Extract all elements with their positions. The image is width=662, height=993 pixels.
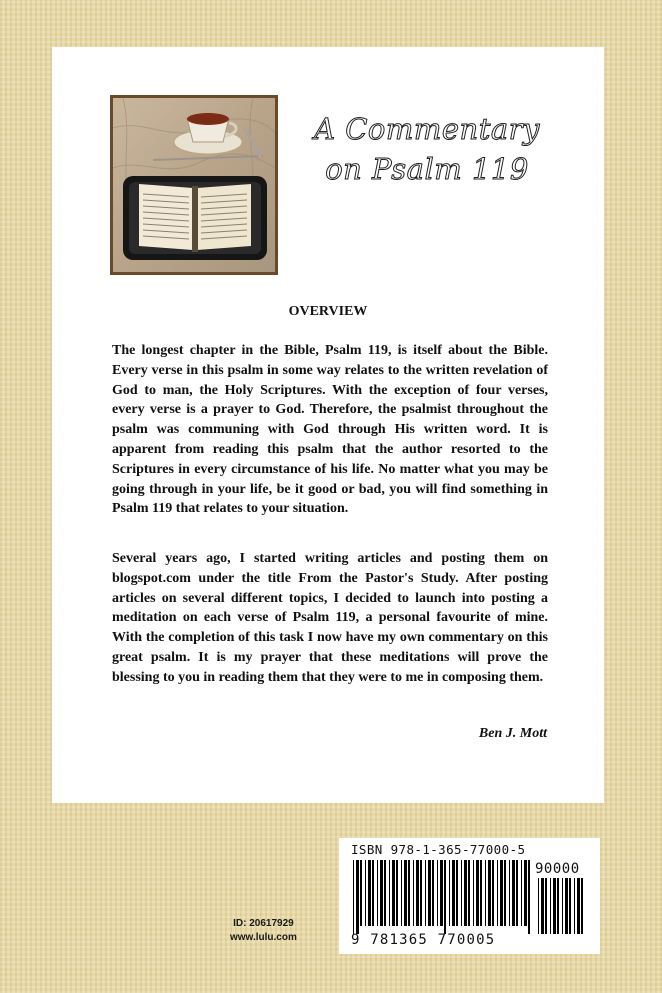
addon-barcode-bars xyxy=(538,878,588,934)
barcode-bar xyxy=(416,860,419,926)
barcode-bar xyxy=(524,860,527,926)
barcode-bar xyxy=(557,878,559,934)
overview-paragraph-2: Several years ago, I started writing articles and posting them on blogspot.com under the title From the Pastor's Study. After posting articles on several different topics, I decided to launch into posting a meditation on each verse of Psalm 119, a personal favourite of mine. With the completion of this task I now have my own commentary on this great psalm. It is my prayer that these meditations will prove the blessing to you in reading them that they were to me in composing them. xyxy=(112,551,548,685)
barcode-bar xyxy=(541,878,544,934)
barcode-bar xyxy=(574,878,575,934)
barcode-bar xyxy=(365,860,366,926)
barcode-bar xyxy=(528,860,530,934)
overview-heading: OVERVIEW xyxy=(288,304,368,319)
barcode-bar xyxy=(581,878,583,934)
book-title xyxy=(302,109,552,189)
barcode-bar xyxy=(512,860,515,926)
barcode-bar xyxy=(401,860,402,926)
author-signature: Ben J. Mott xyxy=(478,726,547,741)
barcode-bar xyxy=(577,878,580,934)
barcode-bar xyxy=(368,860,371,926)
title-line-1: A Commentary xyxy=(314,112,540,146)
ean-digits: 9 781365 770005 xyxy=(351,932,496,948)
barcode-bar xyxy=(356,860,359,934)
barcode-bar xyxy=(488,860,491,926)
barcode-bar xyxy=(384,860,386,926)
barcode-bar xyxy=(504,860,506,926)
barcode-bar xyxy=(413,860,414,926)
publisher-id: ID: 20617929 xyxy=(233,918,294,929)
barcode-bar xyxy=(480,860,482,926)
barcode-bar xyxy=(456,860,458,926)
barcode-bar xyxy=(440,860,443,926)
ean-barcode-bars xyxy=(353,860,533,934)
barcode-bar xyxy=(550,878,551,934)
barcode-bar xyxy=(553,878,556,934)
barcode-bar xyxy=(509,860,510,926)
publisher-website: www.lulu.com xyxy=(230,932,297,943)
barcode-bar xyxy=(464,860,467,926)
barcode-bar xyxy=(452,860,455,926)
barcode-bar xyxy=(377,860,378,926)
barcode-bar xyxy=(569,878,571,934)
barcode-bar xyxy=(432,860,434,926)
barcode-bar xyxy=(392,860,395,926)
barcode-bar xyxy=(353,860,354,934)
barcode-bar xyxy=(389,860,390,926)
barcode-bar xyxy=(500,860,503,926)
barcode-bar xyxy=(473,860,474,926)
barcode-bar xyxy=(521,860,522,926)
barcode-bar xyxy=(360,860,362,926)
barcode-bar xyxy=(538,878,539,934)
barcode-bar xyxy=(444,860,446,934)
barcode-bar xyxy=(425,860,426,926)
cover-panel xyxy=(52,47,604,803)
barcode-bar xyxy=(461,860,462,926)
publisher-info xyxy=(230,917,297,945)
barcode-bar xyxy=(380,860,383,926)
price-code: 90000 xyxy=(535,861,580,877)
barcode-bar xyxy=(545,878,547,934)
barcode-bar xyxy=(437,860,438,926)
isbn-barcode xyxy=(339,838,600,954)
isbn-text: ISBN 978-1-365-77000-5 xyxy=(351,842,526,857)
barcode-bar xyxy=(565,878,568,934)
barcode-bar xyxy=(562,878,563,934)
overview-paragraph-1: The longest chapter in the Bible, Psalm 119, is itself about the Bible. Every verse in this psalm in some way relates to the written revelation of God to man, the Holy Scriptures. With the exception of four verses, every verse is a prayer to God. Therefore, the psalmist throughout the psalm was communing with God through His written word. It is apparent from reading this psalm that the author resorted to the Scriptures in every circumstance of his life. No matter what you may be going through in your life, be it good or bad, you will find something in Psalm 119 that relates to your situation. xyxy=(112,343,548,517)
title-line-2: on Psalm 119 xyxy=(325,152,529,186)
barcode-bar xyxy=(404,860,407,926)
barcode-bar xyxy=(476,860,479,926)
barcode-bar xyxy=(492,860,494,926)
barcode-bar xyxy=(468,860,470,926)
barcode-bar xyxy=(485,860,486,926)
barcode-bar xyxy=(449,860,450,926)
barcode-bar xyxy=(372,860,374,926)
barcode-bar xyxy=(497,860,498,926)
bible-teacup-photo xyxy=(110,95,278,275)
barcode-bar xyxy=(428,860,431,926)
barcode-bar xyxy=(396,860,398,926)
barcode-bar xyxy=(408,860,410,926)
barcode-bar xyxy=(420,860,422,926)
barcode-bar xyxy=(516,860,518,926)
